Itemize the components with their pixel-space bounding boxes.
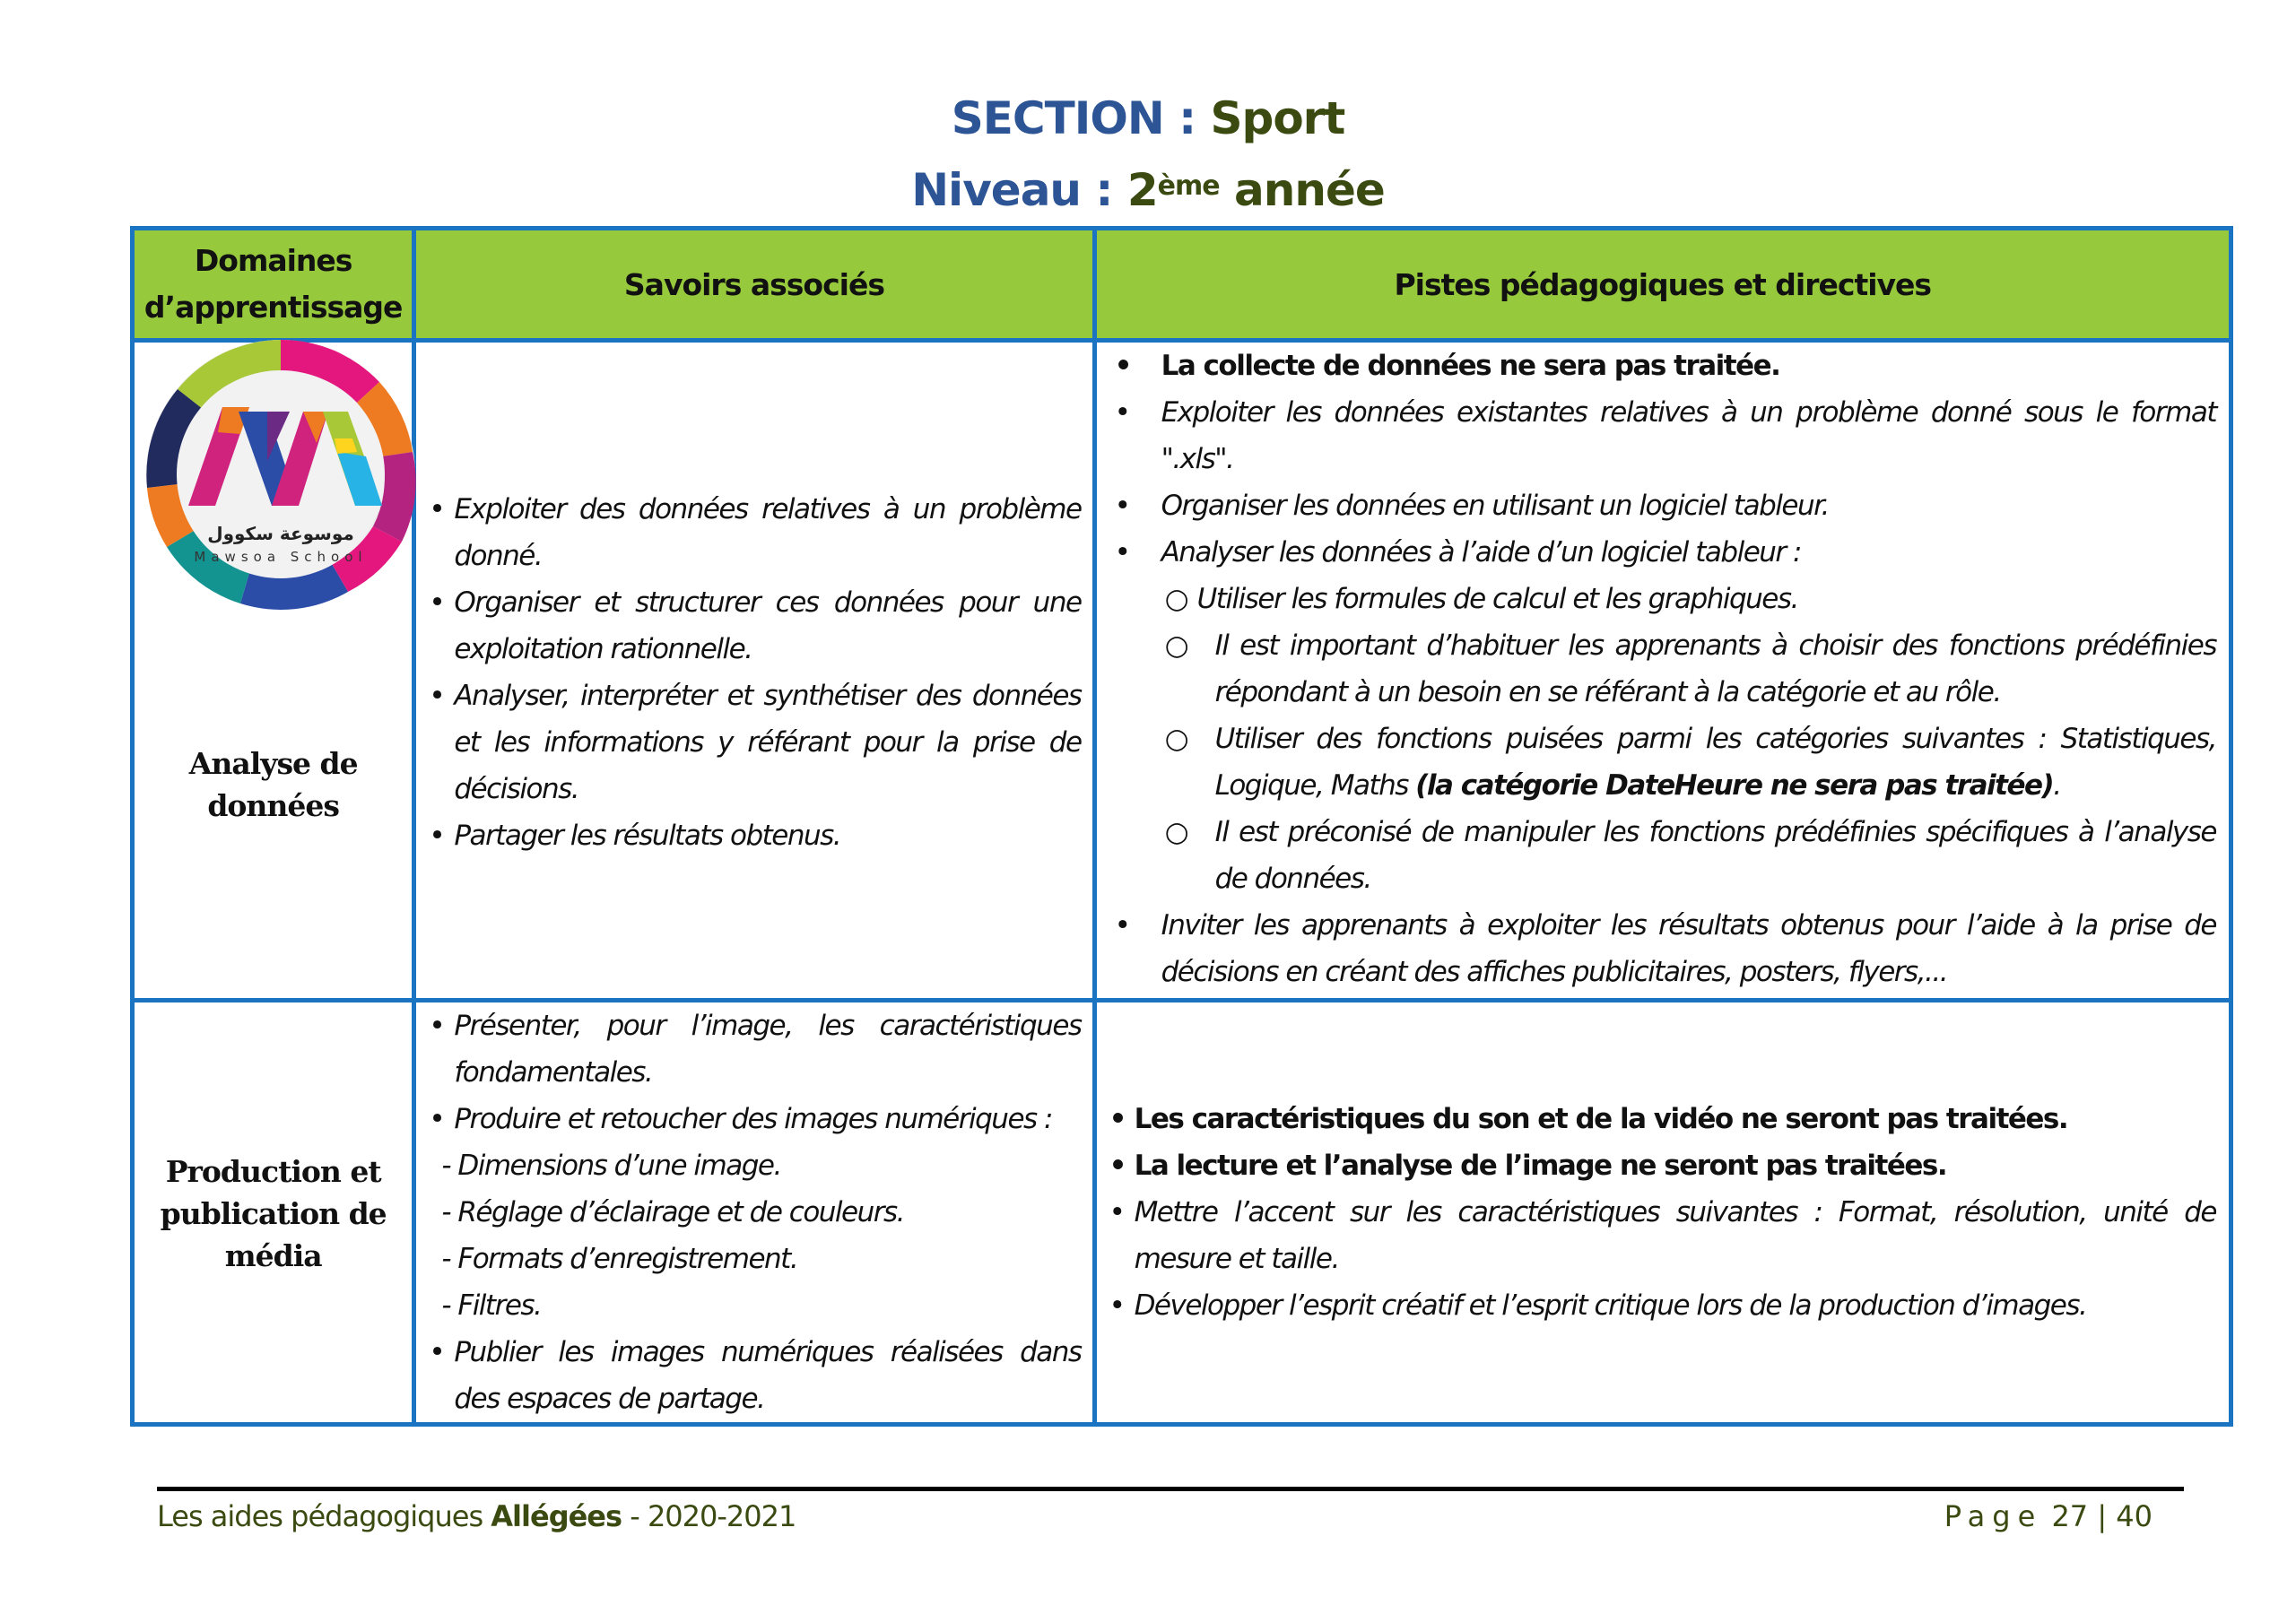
- header-savoirs: Savoirs associés: [414, 229, 1094, 341]
- domain-cell-analyse: [133, 341, 414, 1001]
- domain-line: média: [224, 1238, 322, 1273]
- logo-arabic-text: موسوعة سكوول: [207, 523, 354, 544]
- list-item: • La lecture et l’analyse de l’image ne seront pas traitées.: [1109, 1150, 1947, 1182]
- footer-bold: Allégées: [491, 1499, 622, 1533]
- list-item: • La collecte de données ne sera pas traitée.: [1114, 350, 1780, 382]
- domain-line: données: [207, 788, 339, 823]
- footer-divider: [157, 1487, 2184, 1491]
- list-item: • Inviter les apprenants à exploiter les résultats obtenus pour l’aide à la prise de décisions en créant des affiches publicitaires, posters, flyers,...: [1114, 909, 2216, 988]
- list-item: • Les caractéristiques du son et de la vidéo ne seront pas traitées.: [1109, 1103, 2068, 1135]
- sub-list-item: - Formats d’enregistrement.: [441, 1243, 798, 1275]
- domain-line: Analyse de: [188, 746, 358, 781]
- list-item: • Analyser les données à l’aide d’un logiciel tableur :: [1114, 536, 1801, 568]
- page-total: 40: [2116, 1499, 2152, 1533]
- footer-left-text: [157, 1499, 796, 1533]
- sub-list-item: ○ Il est préconisé de manipuler les fonctions prédéfinies spécifiques à l’analyse de données.: [1164, 816, 2216, 895]
- domain-line: publication de: [160, 1196, 387, 1231]
- header-domaines-line1: Domaines: [194, 243, 352, 278]
- level-sup: ème: [1157, 170, 1220, 202]
- level-label: Niveau :: [911, 164, 1113, 216]
- list-item: • Exploiter les données existantes relatives à un problème donné sous le format ".xls".: [1114, 396, 2216, 475]
- header-domaines-line2: d’apprentissage: [144, 290, 403, 325]
- level-number: [1127, 164, 1220, 216]
- savoirs-cell-analyse: [414, 341, 1094, 1001]
- sub-list-item: - Filtres.: [441, 1289, 542, 1322]
- list-item: • Organiser les données en utilisant un logiciel tableur.: [1114, 490, 1829, 522]
- header-domaines: [133, 229, 414, 341]
- list-item: • Produire et retoucher des images numériques :: [429, 1103, 1052, 1135]
- mawsoa-school-logo: [133, 326, 429, 622]
- pistes-cell-production: [1094, 1001, 2231, 1425]
- page-word: Page: [1944, 1499, 2043, 1533]
- table-header-row: [133, 229, 2231, 341]
- sub-list-item: - Réglage d’éclairage et de couleurs.: [441, 1196, 905, 1228]
- list-item: • Partager les résultats obtenus.: [429, 820, 841, 852]
- savoirs-cell-production: [414, 1001, 1094, 1425]
- table-row: [133, 1001, 2231, 1425]
- level-word: année: [1234, 164, 1385, 216]
- list-item: • Présenter, pour l’image, les caractéristiques fondamentales.: [429, 1010, 1082, 1089]
- list-item: • Exploiter des données relatives à un problème donné.: [429, 493, 1082, 572]
- page-current: 27: [2051, 1499, 2089, 1533]
- domain-label-analyse: [135, 742, 412, 827]
- list-item: • Développer l’esprit créatif et l’esprit critique lors de la production d’images.: [1109, 1289, 2087, 1322]
- sub-list-item: ○ Il est important d’habituer les apprenants à choisir des fonctions prédéfinies répondant à un besoin en se référant à la catégorie et au rôle.: [1164, 629, 2216, 708]
- page-separator: |: [2097, 1499, 2108, 1533]
- section-value: Sport: [1210, 92, 1345, 144]
- header-pistes: Pistes pédagogiques et directives: [1094, 229, 2231, 341]
- list-item: • Organiser et structurer ces données pour une exploitation rationnelle.: [429, 586, 1082, 665]
- footer-suffix: - 2020-2021: [630, 1499, 796, 1533]
- level-title: [0, 161, 2296, 219]
- sub-list-item: ○ Utiliser des fonctions puisées parmi les catégories suivantes : Statistiques, Logique, Maths (la catégorie DateHeure ne sera pas traitée).: [1164, 723, 2216, 802]
- table-row: [133, 341, 2231, 1001]
- domain-label-production: [135, 1150, 412, 1277]
- domain-cell-production: [133, 1001, 414, 1425]
- list-item: • Mettre l’accent sur les caractéristiques suivantes : Format, résolution, unité de mesure et taille.: [1109, 1196, 2216, 1275]
- domain-line: Production et: [165, 1154, 381, 1189]
- sub-list-item: ○ Utiliser les formules de calcul et les graphiques.: [1164, 583, 1798, 615]
- list-item: • Publier les images numériques réalisées dans des espaces de partage.: [429, 1336, 1082, 1415]
- pistes-cell-analyse: [1094, 341, 2231, 1001]
- level-number-value: 2: [1126, 164, 1158, 216]
- sub-list-item: - Dimensions d’une image.: [441, 1150, 781, 1182]
- page-number: [1944, 1499, 2152, 1533]
- logo-latin-text: Mawsoa School: [194, 549, 368, 565]
- footer-prefix: Les aides pédagogiques: [157, 1499, 483, 1533]
- section-label: SECTION :: [951, 92, 1196, 144]
- list-item: • Analyser, interpréter et synthétiser des données et les informations y référant pour la prise de décisions.: [429, 680, 1082, 805]
- curriculum-table: [130, 226, 2233, 1427]
- section-title: [0, 90, 2296, 147]
- bold-note: (la catégorie DateHeure ne sera pas traitée): [1415, 769, 2054, 802]
